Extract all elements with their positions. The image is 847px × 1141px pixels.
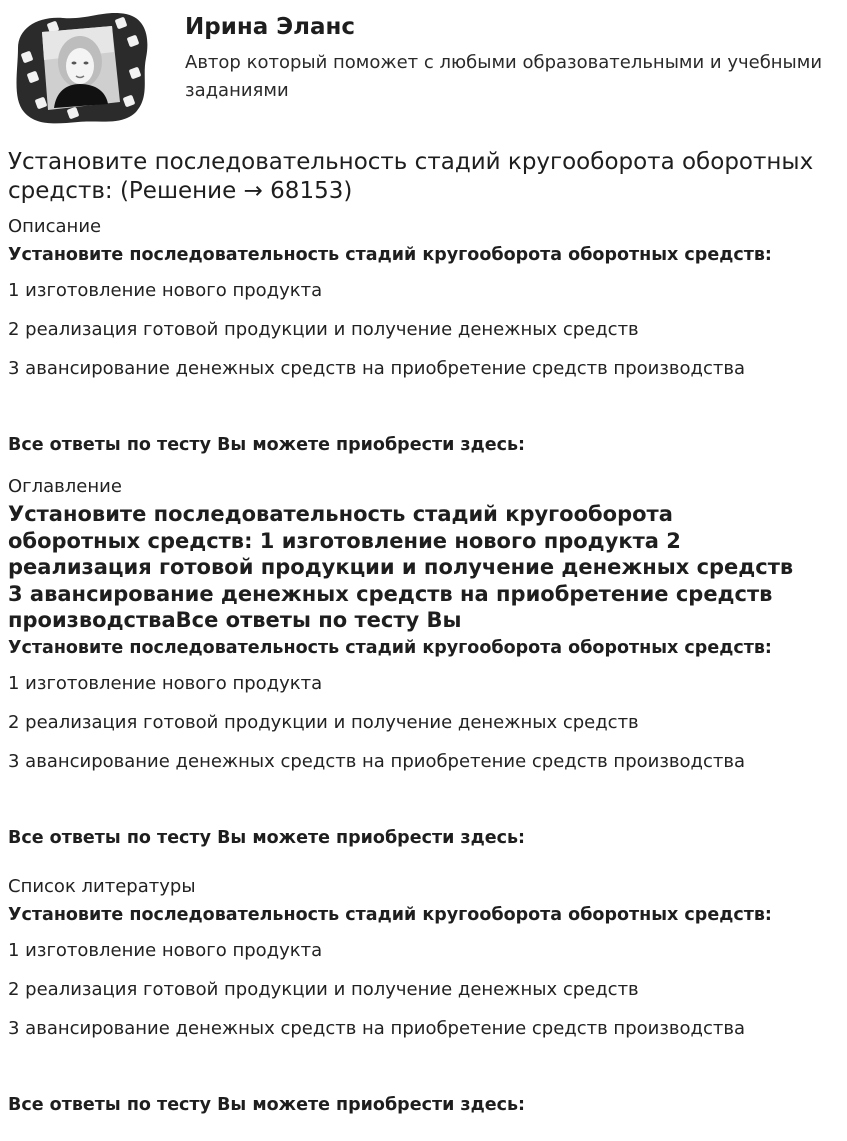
option-1: 1 изготовление нового продукта <box>8 280 323 301</box>
question-text: Установите последовательность стадий кругооборота оборотных средств: <box>8 905 772 925</box>
references-section <box>8 876 843 1116</box>
author-avatar <box>8 8 151 126</box>
question-text: Установите последовательность стадий кругооборота оборотных средств: <box>8 637 772 658</box>
answers-note: Все ответы по тесту Вы можете приобрести здесь: <box>8 435 526 455</box>
toc-label: Оглавление <box>8 476 122 497</box>
author-description: Автор который поможет с любыми образовательными и учебными заданиями <box>185 52 823 101</box>
option-1: 1 изготовление нового продукта <box>8 940 323 961</box>
option-2: 2 реализация готовой продукции и получение денежных средств <box>8 979 639 1000</box>
toc-heading-line: 3 авансирование денежных средств на приобретение средств <box>8 581 773 606</box>
author-header <box>0 0 847 130</box>
option-3: 3 авансирование денежных средств на приобретение средств производства <box>8 1018 745 1039</box>
option-3: 3 авансирование денежных средств на приобретение средств производства <box>8 358 745 379</box>
answers-note: Все ответы по тесту Вы можете приобрести здесь: <box>8 827 526 848</box>
toc-section <box>8 476 843 849</box>
question-text: Установите последовательность стадий кругооборота оборотных средств: <box>8 245 772 265</box>
toc-heading-line: оборотных средств: 1 изготовление нового продукта 2 <box>8 528 681 553</box>
toc-heading <box>8 501 843 634</box>
toc-heading-line: Установите последовательность стадий кругооборота <box>8 502 673 526</box>
answers-note: Все ответы по тесту Вы можете приобрести здесь: <box>8 1095 526 1115</box>
author-name[interactable]: Ирина Эланс <box>185 14 356 40</box>
page-title: Установите последовательность стадий кругооборота оборотных средств: (Решение → 68153) <box>8 149 814 204</box>
description-section <box>8 216 843 456</box>
option-2: 2 реализация готовой продукции и получение денежных средств <box>8 711 639 733</box>
option-3: 3 авансирование денежных средств на приобретение средств производства <box>8 750 745 772</box>
option-2: 2 реализация готовой продукции и получение денежных средств <box>8 319 639 340</box>
option-1: 1 изготовление нового продукта <box>8 672 323 694</box>
toc-heading-line: производстваВсе ответы по тесту Вы <box>8 608 462 632</box>
description-label: Описание <box>8 216 102 237</box>
references-label: Список литературы <box>8 876 196 897</box>
toc-heading-line: реализация готовой продукции и получение денежных средств <box>8 555 794 579</box>
